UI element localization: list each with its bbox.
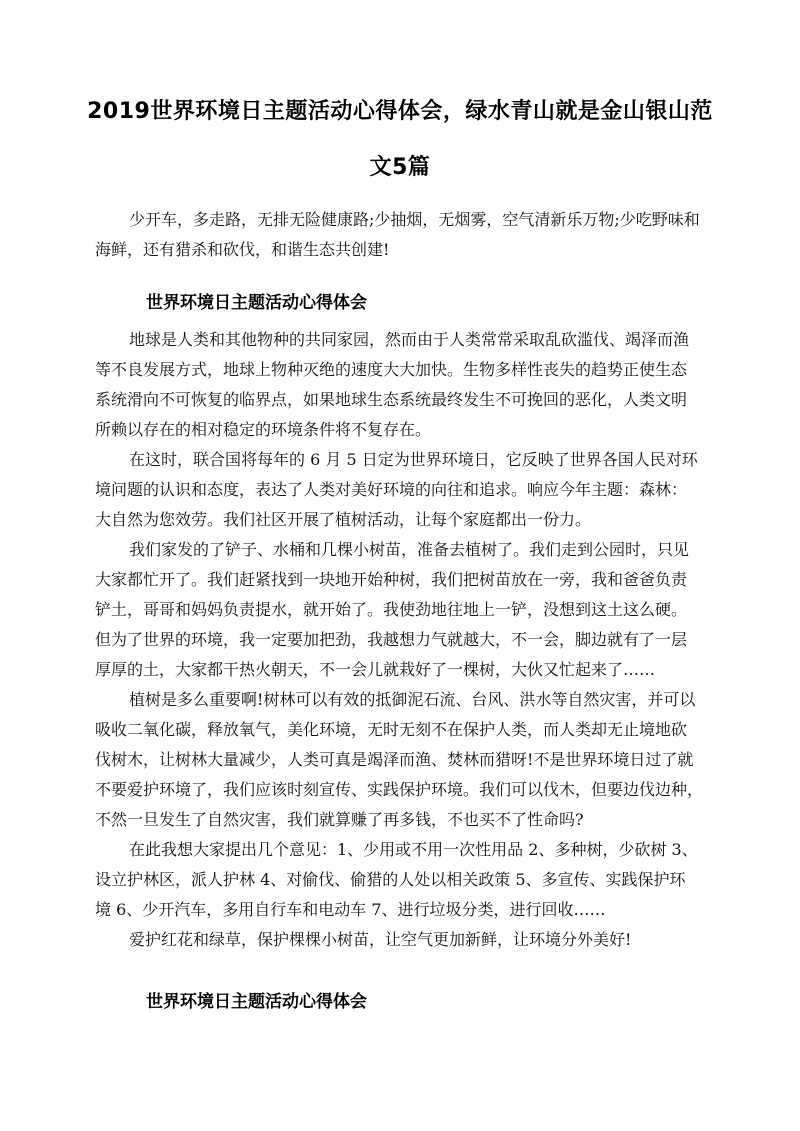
body-line: 境问题的认识和态度，表达了人类对美好环境的向往和追求。响应今年主题：森林： bbox=[95, 480, 688, 499]
body-line: 植树是多么重要啊!树林可以有效的抵御泥石流、台风、洪水等自然灾害，并可以 bbox=[129, 690, 696, 709]
body-line: 我们家发的了铲子、水桶和几棵小树苗，准备去植树了。我们走到公园时，只见 bbox=[129, 540, 690, 559]
body-line: 地球是人类和其他物种的共同家园，然而由于人类常常采取乱砍滥伐、竭泽而渔 bbox=[129, 330, 690, 349]
body-line: 在此我想大家提出几个意见：1、少用或不用一次性用品 2、多种树，少砍树 3、 bbox=[129, 840, 698, 859]
body-line: 爱护红花和绿草，保护棵棵小树苗，让空气更加新鲜，让环境分外美好! bbox=[129, 930, 632, 949]
body-line: 等不良发展方式，地球上物种灭绝的速度大大加快。生物多样性丧失的趋势正使生态 bbox=[95, 360, 688, 379]
body-line: 伐树木，让树林大量减少，人类可真是竭泽而渔、焚林而猎呀!不是世界环境日过了就 bbox=[95, 750, 694, 769]
section-heading-2: 世界环境日主题活动心得体会 bbox=[146, 992, 367, 1012]
body-line: 在这时，联合国将每年的 6 月 5 日定为世界环境日，它反映了世界各国人民对环 bbox=[129, 450, 698, 469]
body-line: 境 6、少开汽车，多用自行车和电动车 7、进行垃圾分类，进行回收…… bbox=[95, 900, 606, 919]
intro-line: 海鲜，还有猎杀和砍伐，和谐生态共创建! bbox=[95, 240, 390, 259]
body-line: 吸收二氧化碳，释放氧气，美化环境，无时无刻不在保护人类，而人类却无止境地砍 bbox=[95, 720, 688, 739]
document-title-line-2: 文5篇 bbox=[369, 155, 431, 180]
section-heading-1: 世界环境日主题活动心得体会 bbox=[146, 293, 367, 313]
body-line: 不然一旦发生了自然灾害，我们就算赚了再多钱，不也买不了性命吗? bbox=[95, 810, 584, 829]
body-line: 不要爱护环境了，我们应该时刻宣传、实践保护环境。我们可以伐木，但要边伐边种， bbox=[95, 780, 704, 799]
body-line: 铲土，哥哥和妈妈负责提水，就开始了。我使劲地往地上一铲，没想到这土这么硬。 bbox=[95, 600, 688, 619]
body-line: 大家都忙开了。我们赶紧找到一块地开始种树，我们把树苗放在一旁，我和爸爸负责 bbox=[95, 570, 688, 589]
intro-line: 少开车，多走路，无排无险健康路;少抽烟，无烟雾，空气清新乐万物;少吃野味和 bbox=[129, 210, 700, 229]
intro-paragraph bbox=[95, 205, 715, 265]
body-line: 所赖以存在的相对稳定的环境条件将不复存在。 bbox=[95, 420, 432, 439]
section-1-body bbox=[95, 325, 715, 955]
document-title-line-1: 2019世界环境日主题活动心得体会，绿水青山就是金山银山范 bbox=[87, 99, 713, 124]
body-line: 但为了世界的环境，我一定要加把劲，我越想力气就越大，不一会，脚边就有了一层 bbox=[95, 630, 688, 649]
body-line: 大自然为您效劳。我们社区开展了植树活动，让每个家庭都出一份力。 bbox=[95, 510, 592, 529]
body-line: 系统滑向不可恢复的临界点，如果地球生态系统最终发生不可挽回的恶化，人类文明 bbox=[95, 390, 688, 409]
body-line: 厚厚的土，大家都干热火朝天，不一会儿就栽好了一棵树，大伙又忙起来了…… bbox=[95, 660, 656, 679]
body-line: 设立护林区，派人护林 4、对偷伐、偷猎的人处以相关政策 5、多宣传、实践保护环 bbox=[95, 870, 686, 889]
